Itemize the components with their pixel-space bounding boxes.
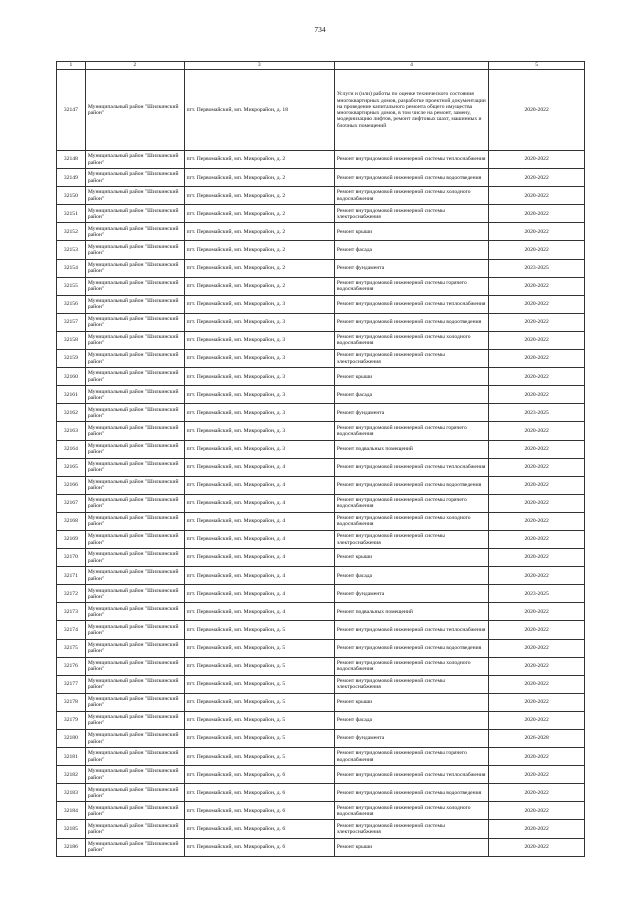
table-row [57, 70, 585, 151]
row-number: 32150 [57, 187, 86, 205]
work-type-cell: Ремонт внутридомовой инженерной системы электроснабжения [334, 530, 488, 548]
table-row [57, 820, 585, 838]
period-cell: 2020-2022 [489, 657, 585, 675]
table-row [57, 386, 585, 404]
row-number: 32155 [57, 277, 86, 295]
period-cell: 2020-2022 [489, 241, 585, 259]
period-cell: 2020-2022 [489, 223, 585, 241]
period-cell: 2020-2022 [489, 820, 585, 838]
period-cell: 2020-2022 [489, 494, 585, 512]
address-cell: пгт. Первомайский, мп. Микрорайон, д. 2 [184, 169, 334, 187]
table-header [57, 62, 585, 70]
row-number: 32183 [57, 784, 86, 802]
header-col-3: 3 [184, 62, 334, 70]
period-cell: 2020-2022 [489, 512, 585, 530]
address-cell: пгт. Первомайский, мп. Микрорайон, д. 4 [184, 458, 334, 476]
district-cell: Муниципальный район "Шилкинский район" [85, 440, 184, 458]
district-cell: Муниципальный район "Шилкинский район" [85, 748, 184, 766]
district-cell: Муниципальный район "Шилкинский район" [85, 241, 184, 259]
work-type-cell: Ремонт фасада [334, 241, 488, 259]
table-row [57, 711, 585, 729]
work-type-cell: Ремонт внутридомовой инженерной системы холодного водоснабжения [334, 512, 488, 530]
district-cell: Муниципальный район "Шилкинский район" [85, 187, 184, 205]
row-number: 32185 [57, 820, 86, 838]
work-type-cell: Ремонт крыши [334, 549, 488, 567]
district-cell: Муниципальный район "Шилкинский район" [85, 494, 184, 512]
row-number: 32176 [57, 657, 86, 675]
row-number: 32174 [57, 621, 86, 639]
row-number: 32181 [57, 748, 86, 766]
row-number: 32173 [57, 603, 86, 621]
work-type-cell: Ремонт фасада [334, 567, 488, 585]
work-type-cell: Ремонт внутридомовой инженерной системы теплоснабжения [334, 151, 488, 169]
work-type-cell: Ремонт внутридомовой инженерной системы горячего водоснабжения [334, 277, 488, 295]
table-row [57, 205, 585, 223]
table-body [57, 70, 585, 857]
row-number: 32177 [57, 675, 86, 693]
period-cell: 2020-2022 [489, 313, 585, 331]
district-cell: Муниципальный район "Шилкинский район" [85, 603, 184, 621]
work-type-cell: Ремонт крыши [334, 693, 488, 711]
address-cell: пгт. Первомайский, мп. Микрорайон, д. 5 [184, 693, 334, 711]
period-cell: 2020-2022 [489, 386, 585, 404]
table-row [57, 530, 585, 548]
row-number: 32162 [57, 404, 86, 422]
row-number: 32160 [57, 368, 86, 386]
table-row [57, 585, 585, 603]
period-cell: 2020-2022 [489, 169, 585, 187]
period-cell: 2020-2022 [489, 350, 585, 368]
district-cell: Муниципальный район "Шилкинский район" [85, 295, 184, 313]
district-cell: Муниципальный район "Шилкинский район" [85, 350, 184, 368]
address-cell: пгт. Первомайский, мп. Микрорайон, д. 5 [184, 711, 334, 729]
period-cell: 2020-2022 [489, 621, 585, 639]
district-cell: Муниципальный район "Шилкинский район" [85, 711, 184, 729]
district-cell: Муниципальный район "Шилкинский район" [85, 549, 184, 567]
district-cell: Муниципальный район "Шилкинский район" [85, 169, 184, 187]
row-number: 32149 [57, 169, 86, 187]
header-col-4: 4 [334, 62, 488, 70]
table-row [57, 567, 585, 585]
table-row [57, 675, 585, 693]
address-cell: пгт. Первомайский, мп. Микрорайон, д. 2 [184, 259, 334, 277]
address-cell: пгт. Первомайский, мп. Микрорайон, д. 6 [184, 766, 334, 784]
work-type-cell: Ремонт внутридомовой инженерной системы электроснабжения [334, 675, 488, 693]
period-cell: 2026-2028 [489, 730, 585, 748]
period-cell: 2020-2022 [489, 530, 585, 548]
period-cell: 2020-2022 [489, 422, 585, 440]
address-cell: пгт. Первомайский, мп. Микрорайон, д. 3 [184, 313, 334, 331]
table-row [57, 802, 585, 820]
row-number: 32184 [57, 802, 86, 820]
district-cell: Муниципальный район "Шилкинский район" [85, 151, 184, 169]
district-cell: Муниципальный район "Шилкинский район" [85, 331, 184, 349]
row-number: 32159 [57, 350, 86, 368]
work-type-cell: Ремонт внутридомовой инженерной системы холодного водоснабжения [334, 802, 488, 820]
district-cell: Муниципальный район "Шилкинский район" [85, 585, 184, 603]
period-cell: 2023-2025 [489, 404, 585, 422]
table-row [57, 187, 585, 205]
address-cell: пгт. Первомайский, мп. Микрорайон, д. 4 [184, 549, 334, 567]
period-cell: 2020-2022 [489, 70, 585, 151]
table-row [57, 422, 585, 440]
address-cell: пгт. Первомайский, мп. Микрорайон, д. 6 [184, 838, 334, 856]
work-type-cell: Ремонт крыши [334, 368, 488, 386]
address-cell: пгт. Первомайский, мп. Микрорайон, д. 3 [184, 440, 334, 458]
work-type-cell: Ремонт внутридомовой инженерной системы электроснабжения [334, 350, 488, 368]
address-cell: пгт. Первомайский, мп. Микрорайон, д. 3 [184, 368, 334, 386]
row-number: 32158 [57, 331, 86, 349]
table-row [57, 440, 585, 458]
address-cell: пгт. Первомайский, мп. Микрорайон, д. 4 [184, 476, 334, 494]
address-cell: пгт. Первомайский, мп. Микрорайон, д. 4 [184, 585, 334, 603]
row-number: 32186 [57, 838, 86, 856]
row-number: 32161 [57, 386, 86, 404]
row-number: 32151 [57, 205, 86, 223]
work-type-cell: Ремонт внутридомовой инженерной системы водоотведения [334, 639, 488, 657]
table-row [57, 350, 585, 368]
work-type-cell: Ремонт внутридомовой инженерной системы холодного водоснабжения [334, 331, 488, 349]
row-number: 32180 [57, 730, 86, 748]
district-cell: Муниципальный район "Шилкинский район" [85, 223, 184, 241]
table-row [57, 313, 585, 331]
district-cell: Муниципальный район "Шилкинский район" [85, 404, 184, 422]
period-cell: 2020-2022 [489, 693, 585, 711]
address-cell: пгт. Первомайский, мп. Микрорайон, д. 5 [184, 748, 334, 766]
district-cell: Муниципальный район "Шилкинский район" [85, 838, 184, 856]
district-cell: Муниципальный район "Шилкинский район" [85, 766, 184, 784]
table-row [57, 693, 585, 711]
period-cell: 2020-2022 [489, 766, 585, 784]
row-number: 32170 [57, 549, 86, 567]
address-cell: пгт. Первомайский, мп. Микрорайон, д. 3 [184, 422, 334, 440]
work-type-cell: Ремонт внутридомовой инженерной системы холодного водоснабжения [334, 187, 488, 205]
row-number: 32148 [57, 151, 86, 169]
address-cell: пгт. Первомайский, мп. Микрорайон, д. 5 [184, 621, 334, 639]
period-cell: 2020-2022 [489, 784, 585, 802]
address-cell: пгт. Первомайский, мп. Микрорайон, д. 3 [184, 404, 334, 422]
table-row [57, 657, 585, 675]
address-cell: пгт. Первомайский, мп. Микрорайон, д. 4 [184, 567, 334, 585]
header-col-5: 5 [489, 62, 585, 70]
period-cell: 2020-2022 [489, 549, 585, 567]
period-cell: 2020-2022 [489, 440, 585, 458]
work-type-cell: Ремонт внутридомовой инженерной системы водоотведения [334, 784, 488, 802]
work-type-cell: Ремонт фасада [334, 386, 488, 404]
row-number: 32163 [57, 422, 86, 440]
row-number: 32172 [57, 585, 86, 603]
period-cell: 2023-2025 [489, 585, 585, 603]
period-cell: 2020-2022 [489, 368, 585, 386]
district-cell: Муниципальный район "Шилкинский район" [85, 530, 184, 548]
district-cell: Муниципальный район "Шилкинский район" [85, 657, 184, 675]
header-row [57, 62, 585, 70]
table-row [57, 766, 585, 784]
table-row [57, 151, 585, 169]
period-cell: 2020-2022 [489, 187, 585, 205]
address-cell: пгт. Первомайский, мп. Микрорайон, д. 2 [184, 187, 334, 205]
period-cell: 2020-2022 [489, 711, 585, 729]
period-cell: 2020-2022 [489, 151, 585, 169]
row-number: 32165 [57, 458, 86, 476]
address-cell: пгт. Первомайский, мп. Микрорайон, д. 3 [184, 331, 334, 349]
table-row [57, 241, 585, 259]
address-cell: пгт. Первомайский, мп. Микрорайон, д. 2 [184, 151, 334, 169]
work-type-cell: Ремонт внутридомовой инженерной системы водоотведения [334, 169, 488, 187]
table-row [57, 621, 585, 639]
work-type-cell: Ремонт фундамента [334, 585, 488, 603]
period-cell: 2020-2022 [489, 675, 585, 693]
work-type-cell: Ремонт крыши [334, 223, 488, 241]
district-cell: Муниципальный район "Шилкинский район" [85, 277, 184, 295]
address-cell: пгт. Первомайский, мп. Микрорайон, д. 6 [184, 784, 334, 802]
table-row [57, 458, 585, 476]
row-number: 32169 [57, 530, 86, 548]
work-type-cell: Ремонт внутридомовой инженерной системы электроснабжения [334, 820, 488, 838]
table-row [57, 331, 585, 349]
address-cell: пгт. Первомайский, мп. Микрорайон, д. 2 [184, 241, 334, 259]
period-cell: 2020-2022 [489, 802, 585, 820]
table-row [57, 730, 585, 748]
work-type-cell: Ремонт фундамента [334, 259, 488, 277]
district-cell: Муниципальный район "Шилкинский район" [85, 368, 184, 386]
table-row [57, 169, 585, 187]
row-number: 32178 [57, 693, 86, 711]
row-number: 32171 [57, 567, 86, 585]
address-cell: пгт. Первомайский, мп. Микрорайон, д. 6 [184, 820, 334, 838]
table-row [57, 476, 585, 494]
address-cell: пгт. Первомайский, мп. Микрорайон, д. 6 [184, 802, 334, 820]
table-row [57, 639, 585, 657]
period-cell: 2020-2022 [489, 277, 585, 295]
row-number: 32166 [57, 476, 86, 494]
period-cell: 2020-2022 [489, 476, 585, 494]
address-cell: пгт. Первомайский, мп. Микрорайон, д. 18 [184, 70, 334, 151]
table-row [57, 494, 585, 512]
work-type-cell: Ремонт внутридомовой инженерной системы электроснабжения [334, 205, 488, 223]
table-row [57, 277, 585, 295]
table-row [57, 404, 585, 422]
address-cell: пгт. Первомайский, мп. Микрорайон, д. 5 [184, 675, 334, 693]
work-type-cell: Услуги и (или) работы по оценке технического состояния многоквартирных домов, разработке проектной документации на проведение капитального ремонта общего имущества многоквартирных домов, в том числе на ремонт, замену, модернизацию лифтов, ремонт лифтовых шахт, машинных и блочных помещений [334, 70, 488, 151]
district-cell: Муниципальный район "Шилкинский район" [85, 730, 184, 748]
work-type-cell: Ремонт подвальных помещений [334, 603, 488, 621]
address-cell: пгт. Первомайский, мп. Микрорайон, д. 3 [184, 295, 334, 313]
district-cell: Муниципальный район "Шилкинский район" [85, 259, 184, 277]
address-cell: пгт. Первомайский, мп. Микрорайон, д. 2 [184, 205, 334, 223]
table-row [57, 512, 585, 530]
address-cell: пгт. Первомайский, мп. Микрорайон, д. 3 [184, 386, 334, 404]
period-cell: 2020-2022 [489, 603, 585, 621]
row-number: 32179 [57, 711, 86, 729]
address-cell: пгт. Первомайский, мп. Микрорайон, д. 2 [184, 277, 334, 295]
district-cell: Муниципальный район "Шилкинский район" [85, 567, 184, 585]
address-cell: пгт. Первомайский, мп. Микрорайон, д. 5 [184, 730, 334, 748]
work-type-cell: Ремонт внутридомовой инженерной системы горячего водоснабжения [334, 422, 488, 440]
row-number: 32153 [57, 241, 86, 259]
row-number: 32152 [57, 223, 86, 241]
period-cell: 2020-2022 [489, 295, 585, 313]
work-type-cell: Ремонт внутридомовой инженерной системы водоотведения [334, 313, 488, 331]
work-type-cell: Ремонт подвальных помещений [334, 440, 488, 458]
table-row [57, 259, 585, 277]
work-type-cell: Ремонт внутридомовой инженерной системы теплоснабжения [334, 295, 488, 313]
table-row [57, 549, 585, 567]
work-type-cell: Ремонт внутридомовой инженерной системы теплоснабжения [334, 766, 488, 784]
table-row [57, 838, 585, 856]
header-col-2: 2 [85, 62, 184, 70]
district-cell: Муниципальный район "Шилкинский район" [85, 70, 184, 151]
period-cell: 2023-2025 [489, 259, 585, 277]
work-type-cell: Ремонт фундамента [334, 730, 488, 748]
registry-table [56, 61, 585, 857]
address-cell: пгт. Первомайский, мп. Микрорайон, д. 3 [184, 350, 334, 368]
district-cell: Муниципальный район "Шилкинский район" [85, 512, 184, 530]
work-type-cell: Ремонт внутридомовой инженерной системы водоотведения [334, 476, 488, 494]
period-cell: 2020-2022 [489, 567, 585, 585]
work-type-cell: Ремонт фундамента [334, 404, 488, 422]
table-row [57, 368, 585, 386]
district-cell: Муниципальный район "Шилкинский район" [85, 386, 184, 404]
district-cell: Муниципальный район "Шилкинский район" [85, 205, 184, 223]
work-type-cell: Ремонт внутридомовой инженерной системы теплоснабжения [334, 621, 488, 639]
district-cell: Муниципальный район "Шилкинский район" [85, 422, 184, 440]
period-cell: 2020-2022 [489, 458, 585, 476]
district-cell: Муниципальный район "Шилкинский район" [85, 621, 184, 639]
work-type-cell: Ремонт внутридомовой инженерной системы теплоснабжения [334, 458, 488, 476]
district-cell: Муниципальный район "Шилкинский район" [85, 693, 184, 711]
address-cell: пгт. Первомайский, мп. Микрорайон, д. 2 [184, 223, 334, 241]
table-row [57, 784, 585, 802]
period-cell: 2020-2022 [489, 639, 585, 657]
address-cell: пгт. Первомайский, мп. Микрорайон, д. 4 [184, 603, 334, 621]
district-cell: Муниципальный район "Шилкинский район" [85, 784, 184, 802]
address-cell: пгт. Первомайский, мп. Микрорайон, д. 4 [184, 530, 334, 548]
district-cell: Муниципальный район "Шилкинский район" [85, 476, 184, 494]
table-row [57, 223, 585, 241]
work-type-cell: Ремонт крыши [334, 838, 488, 856]
address-cell: пгт. Первомайский, мп. Микрорайон, д. 5 [184, 657, 334, 675]
row-number: 32156 [57, 295, 86, 313]
district-cell: Муниципальный район "Шилкинский район" [85, 675, 184, 693]
header-col-1: 1 [57, 62, 86, 70]
table-row [57, 295, 585, 313]
row-number: 32167 [57, 494, 86, 512]
address-cell: пгт. Первомайский, мп. Микрорайон, д. 4 [184, 494, 334, 512]
row-number: 32182 [57, 766, 86, 784]
district-cell: Муниципальный район "Шилкинский район" [85, 802, 184, 820]
period-cell: 2020-2022 [489, 748, 585, 766]
row-number: 32154 [57, 259, 86, 277]
district-cell: Муниципальный район "Шилкинский район" [85, 313, 184, 331]
row-number: 32164 [57, 440, 86, 458]
row-number: 32157 [57, 313, 86, 331]
work-type-cell: Ремонт внутридомовой инженерной системы горячего водоснабжения [334, 494, 488, 512]
work-type-cell: Ремонт внутридомовой инженерной системы холодного водоснабжения [334, 657, 488, 675]
address-cell: пгт. Первомайский, мп. Микрорайон, д. 4 [184, 512, 334, 530]
row-number: 32147 [57, 70, 86, 151]
page-number: 734 [314, 25, 326, 34]
work-type-cell: Ремонт внутридомовой инженерной системы горячего водоснабжения [334, 748, 488, 766]
address-cell: пгт. Первомайский, мп. Микрорайон, д. 5 [184, 639, 334, 657]
table-row [57, 603, 585, 621]
period-cell: 2020-2022 [489, 331, 585, 349]
row-number: 32175 [57, 639, 86, 657]
period-cell: 2020-2022 [489, 205, 585, 223]
row-number: 32168 [57, 512, 86, 530]
work-type-cell: Ремонт фасада [334, 711, 488, 729]
district-cell: Муниципальный район "Шилкинский район" [85, 458, 184, 476]
district-cell: Муниципальный район "Шилкинский район" [85, 820, 184, 838]
district-cell: Муниципальный район "Шилкинский район" [85, 639, 184, 657]
table-row [57, 748, 585, 766]
period-cell: 2020-2022 [489, 838, 585, 856]
